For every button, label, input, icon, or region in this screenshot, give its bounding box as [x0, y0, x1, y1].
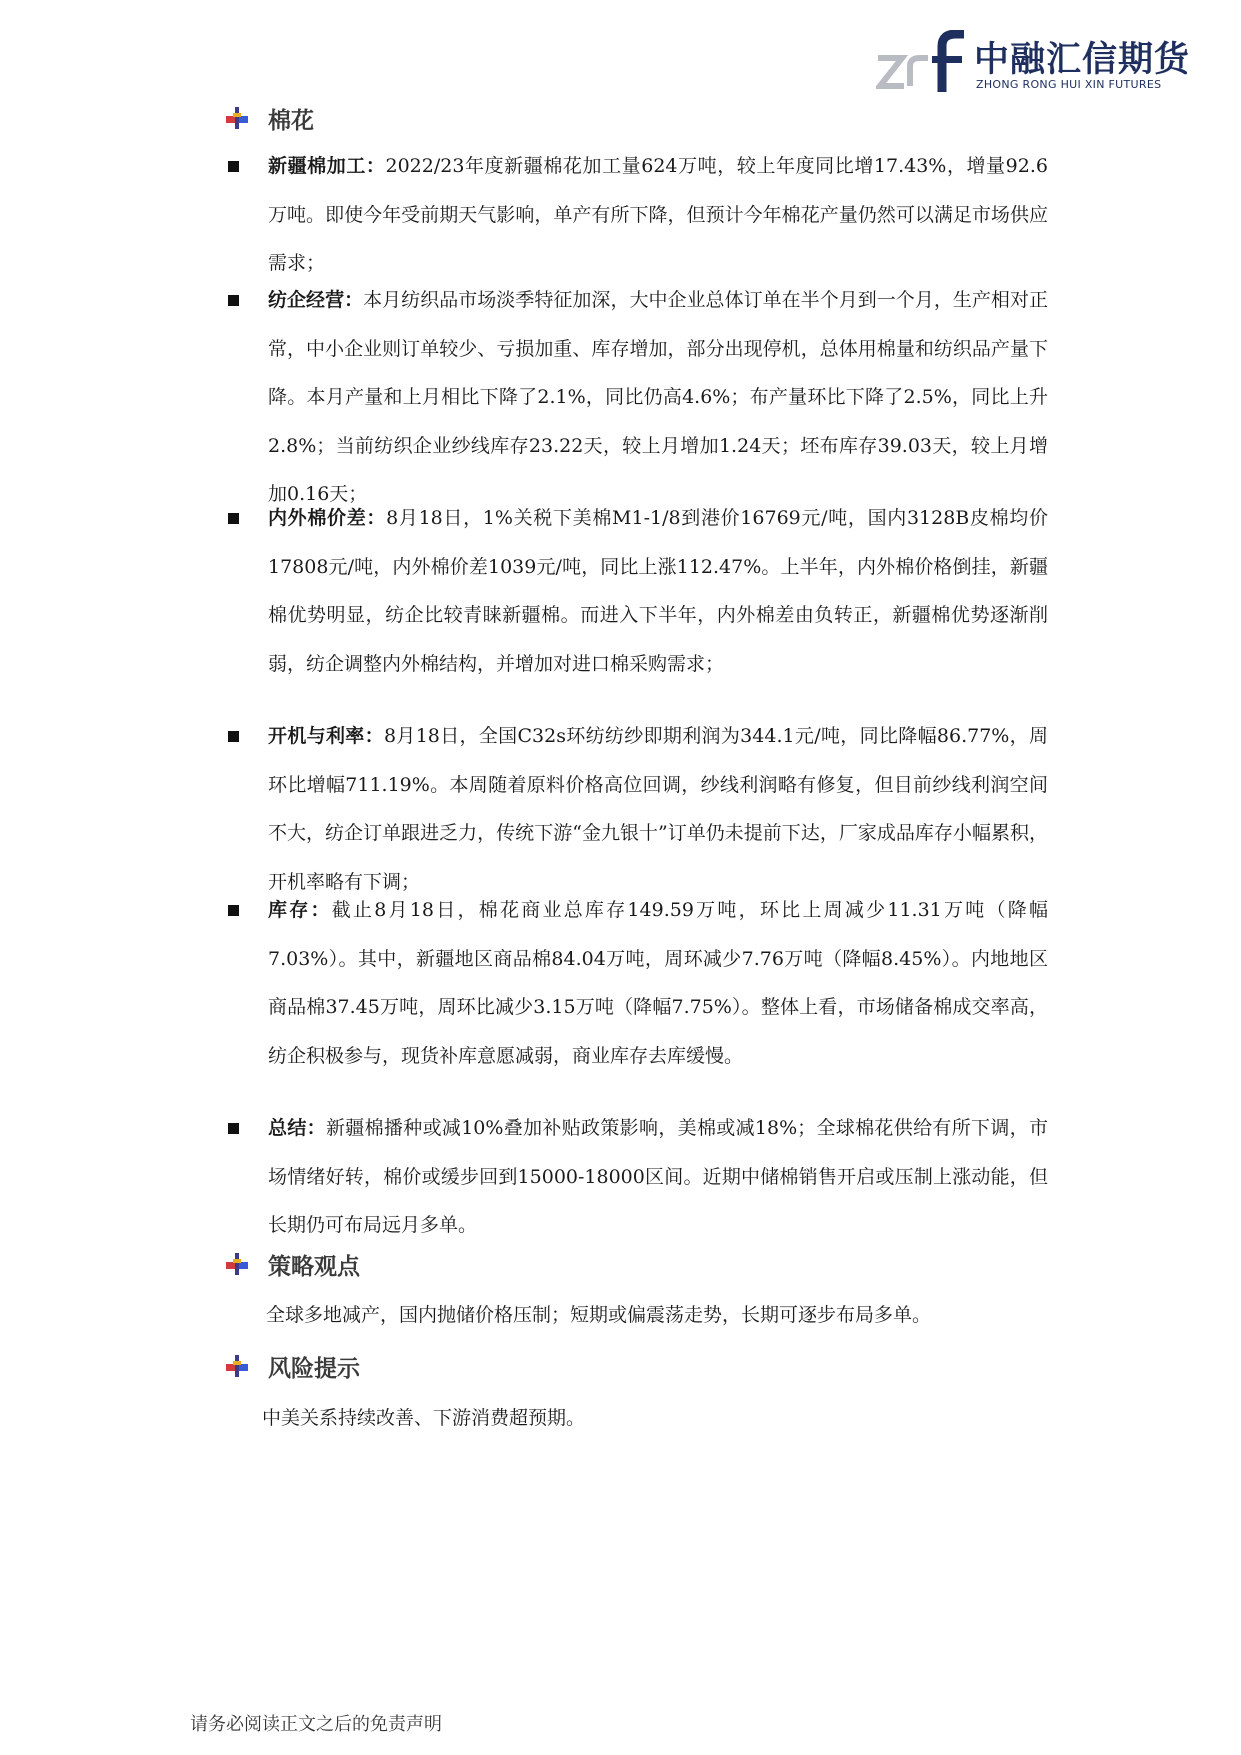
company-logo — [876, 30, 1191, 96]
square-bullet-icon — [228, 161, 239, 172]
item-text: 8月18日，1%关税下美棉M1-1/8到港价16769元/吨，国内3128B皮棉均价17808元/吨，内外棉价差1039元/吨，同比上涨112.47%。上半年，内外棉价格倒挂，新疆棉优势明显，纺企比较青睐新疆棉。而进入下半年，内外棉差由负转正，新疆棉优势逐渐削弱，纺企调整内外棉结构，并增加对进口棉采购需求； — [268, 507, 1048, 675]
section-title: 策略观点 — [268, 1253, 360, 1280]
item-title: 开机与利率： — [268, 725, 384, 747]
item-title: 总结： — [268, 1117, 326, 1139]
disclaimer-footer: 请务必阅读正文之后的免责声明 — [190, 1714, 442, 1735]
list-item — [228, 1104, 1048, 1250]
risk-text: 中美关系持续改善、下游消费超预期。 — [262, 1407, 586, 1429]
item-title: 内外棉价差： — [268, 507, 387, 529]
section-header-cotton — [226, 100, 314, 136]
list-item — [228, 276, 1048, 519]
square-bullet-icon — [228, 731, 239, 742]
section-header-strategy — [226, 1246, 360, 1282]
square-bullet-icon — [228, 513, 239, 524]
item-text: 2022/23年度新疆棉花加工量624万吨，较上年度同比增17.43%，增量92.6万吨。即使今年受前期天气影响，单产有所下降，但预计今年棉花产量仍然可以满足市场供应需求； — [268, 155, 1048, 275]
item-text: 本月纺织品市场淡季特征加深，大中企业总体订单在半个月到一个月，生产相对正常，中小企业则订单较少、亏损加重、库存增加，部分出现停机，总体用棉量和纺织品产量下降。本月产量和上月相比下降了2.1%，同比仍高4.6%；布产量环比下降了2.5%，同比上升2.8%；当前纺织企业纱线库存23.22天，较上月增加1.24天；坯布库存39.03天，较上月增加0.16天； — [268, 289, 1048, 506]
item-title: 纺企经营： — [268, 289, 364, 311]
logo-chinese-name: 中融汇信期货 — [974, 40, 1191, 80]
section-title: 棉花 — [268, 107, 314, 134]
item-text: 8月18日，全国C32s环纺纺纱即期利润为344.1元/吨，同比降幅86.77%，周环比增幅711.19%。本周随着原料价格高位回调，纱线利润略有修复，但目前纱线利润空间不大，纺企订单跟进乏力，传统下游“金九银十”订单仍未提前下达，厂家成品库存小幅累积，开机率略有下调； — [268, 725, 1048, 893]
list-item — [228, 712, 1048, 906]
section-header-risk — [226, 1348, 360, 1384]
square-bullet-icon — [228, 1123, 239, 1134]
section-bullet-icon — [226, 1253, 248, 1275]
item-text: 新疆棉播种或减10%叠加补贴政策影响，美棉或减18%；全球棉花供给有所下调，市场情绪好转，棉价或缓步回到15000-18000区间。近期中储棉销售开启或压制上涨动能，但长期仍可布局远月多单。 — [268, 1117, 1048, 1237]
section-bullet-icon — [226, 107, 248, 129]
list-item — [228, 142, 1048, 288]
square-bullet-icon — [228, 295, 239, 306]
section-bullet-icon — [226, 1355, 248, 1377]
list-item — [228, 494, 1048, 688]
section-title: 风险提示 — [268, 1355, 360, 1382]
item-text: 截止8月18日，棉花商业总库存149.59万吨，环比上周减少11.31万吨（降幅7.03%）。其中，新疆地区商品棉84.04万吨，周环减少7.76万吨（降幅8.45%）。内地地区商品棉37.45万吨，周环比减少3.15万吨（降幅7.75%）。整体上看，市场储备棉成交率高，纺企积极参与，现货补库意愿减弱，商业库存去库缓慢。 — [268, 899, 1048, 1067]
list-item — [228, 886, 1048, 1080]
square-bullet-icon — [228, 905, 239, 916]
strategy-text: 全球多地减产，国内抛储价格压制；短期或偏震荡走势，长期可逐步布局多单。 — [266, 1304, 932, 1326]
logo-english-name: ZHONG RONG HUI XIN FUTURES — [976, 78, 1162, 91]
zrf-logo-icon — [876, 30, 966, 94]
item-title: 库存： — [268, 899, 332, 921]
item-title: 新疆棉加工： — [268, 155, 386, 177]
